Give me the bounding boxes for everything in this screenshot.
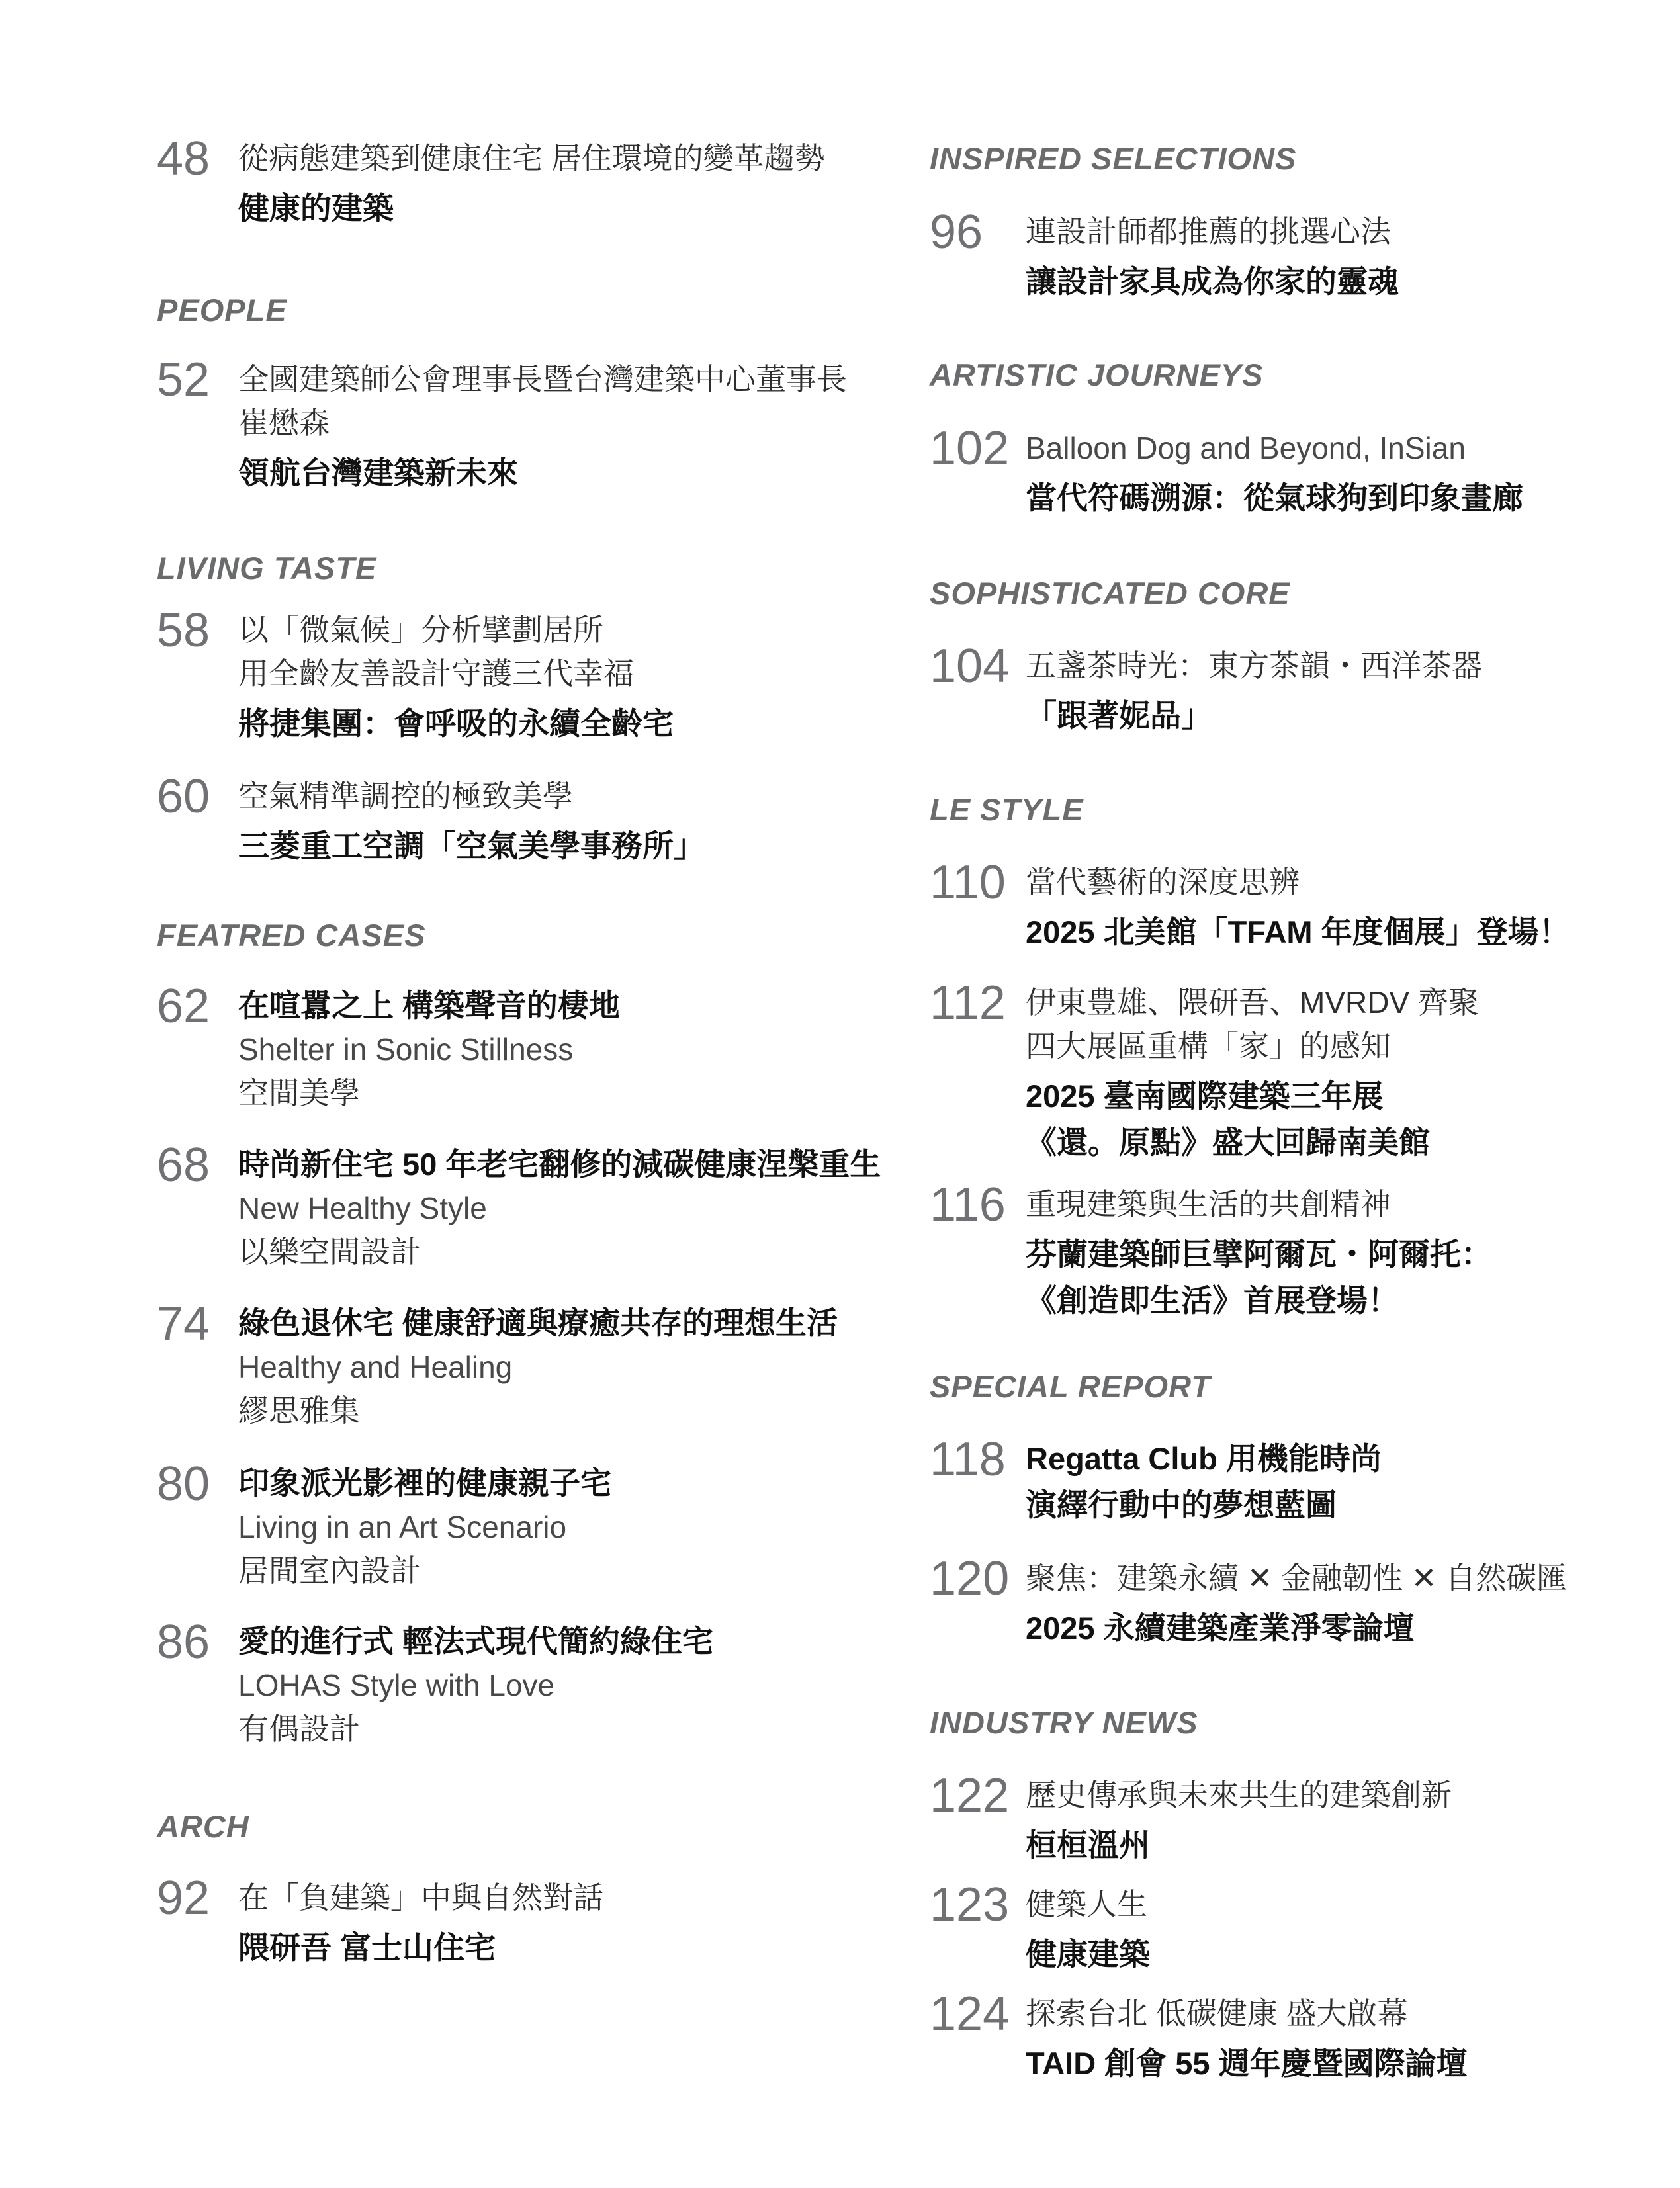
entry-line-regular: 空間美學 (238, 1076, 360, 1110)
entry-line-regular: 歷史傳承與未來共生的建築創新 (1026, 1778, 1452, 1812)
entry-line-regular: 繆思雅集 (238, 1393, 360, 1428)
entry-lines (238, 363, 847, 490)
entry-line-bold: 將捷集團：會呼吸的永續全齡宅 (238, 706, 674, 741)
entry-page-number: 48 (157, 132, 210, 185)
entry-lines (1026, 1561, 1567, 1645)
section-header-featred-cases: FEATRED CASES (157, 918, 426, 953)
toc-entry-118 (930, 1433, 1382, 1522)
entry-line-bold: 時尚新住宅 50 年老宅翻修的減碳健康涅槃重生 (238, 1147, 881, 1182)
entry-page-number: 122 (930, 1769, 1010, 1822)
entry-line-regular: 從病態建築到健康住宅 居住環境的變革趨勢 (238, 141, 825, 175)
entry-lines (238, 142, 825, 225)
entry-line-latin: Healthy and Healing (238, 1350, 513, 1384)
entry-page-number: 62 (157, 980, 210, 1033)
entry-page-number: 120 (930, 1552, 1010, 1605)
section-header-living-taste: LIVING TASTE (157, 550, 377, 586)
entry-lines (1026, 986, 1479, 1159)
entry-line-bold: 隈研吾 富士山住宅 (238, 1930, 496, 1965)
left-column (157, 0, 924, 2188)
section-header-artistic-journeys: ARTISTIC JOURNEYS (930, 357, 1264, 392)
entry-line-bold: 健康建築 (1026, 1937, 1150, 1972)
entry-line-regular: 當代藝術的深度思辨 (1026, 865, 1300, 899)
toc-entry-116 (930, 1178, 1492, 1318)
entry-line-regular: 連設計師都推薦的挑選心法 (1026, 214, 1391, 249)
entry-lines (238, 613, 674, 740)
entry-line-bold: 2025 北美館「TFAM 年度個展」登場！ (1026, 914, 1570, 949)
entry-lines (238, 1148, 881, 1268)
entry-page-number: 104 (930, 640, 1010, 693)
toc-entry-124 (930, 1988, 1468, 2081)
entry-page-number: 110 (930, 856, 1006, 909)
entry-lines (1026, 215, 1399, 298)
entry-line-bold: 2025 臺南國際建築三年展 (1026, 1078, 1384, 1114)
section-header-inspired-selections: INSPIRED SELECTIONS (930, 141, 1297, 176)
entry-lines (1026, 1997, 1468, 2080)
entry-line-regular: 居間室內設計 (238, 1553, 421, 1588)
toc-entry-60 (157, 770, 705, 863)
toc-entry-104 (930, 640, 1482, 733)
toc-entry-68 (157, 1139, 881, 1269)
toc-entry-58 (157, 604, 674, 741)
entry-line-bold: 《還。原點》盛大回歸南美館 (1026, 1125, 1430, 1160)
entry-page-number: 74 (157, 1297, 210, 1350)
entry-line-bold: 讓設計家具成為你家的靈魂 (1026, 264, 1399, 299)
entry-page-number: 124 (930, 1988, 1010, 2040)
entry-lines (238, 779, 705, 863)
entry-line-regular: 以樂空間設計 (238, 1235, 421, 1269)
entry-page-number: 92 (157, 1872, 210, 1925)
section-header-sophisticated-core: SOPHISTICATED CORE (930, 576, 1290, 611)
section-header-people: PEOPLE (157, 292, 287, 328)
entry-line-regular: 聚焦：建築永續 ✕ 金融韌性 ✕ 自然碳匯 (1026, 1561, 1568, 1595)
entry-line-regular: 伊東豊雄、隈研吾、MVRDV 齊聚 (1026, 985, 1479, 1020)
entry-line-bold: 2025 永續建築產業淨零論壇 (1026, 1610, 1415, 1645)
toc-entry-74 (157, 1297, 838, 1428)
entry-line-bold: Regatta Club 用機能時尚 (1026, 1441, 1382, 1476)
entry-lines (1026, 431, 1523, 515)
entry-line-regular: 全國建築師公會理事長暨台灣建築中心董事長 (238, 362, 847, 396)
entry-line-regular: 五盞茶時光：東方茶韻・西洋茶器 (1026, 648, 1482, 683)
toc-entry-122 (930, 1769, 1452, 1862)
entry-line-regular: 重現建築與生活的共創精神 (1026, 1187, 1391, 1221)
section-header-industry-news: INDUSTRY NEWS (930, 1705, 1198, 1740)
toc-entry-123 (930, 1878, 1150, 1972)
toc-entry-48 (157, 132, 825, 226)
toc-entry-92 (157, 1872, 603, 1965)
toc-entry-80 (157, 1458, 611, 1588)
toc-entry-96 (930, 206, 1399, 299)
toc-entry-102 (930, 422, 1523, 515)
right-column (930, 0, 1677, 2188)
entry-lines (238, 1307, 838, 1427)
entry-lines (238, 989, 620, 1110)
entry-line-latin: LOHAS Style with Love (238, 1668, 555, 1702)
entry-line-bold: 《創造即生活》首展登場！ (1026, 1283, 1399, 1318)
toc-entry-120 (930, 1552, 1568, 1645)
entry-lines (1026, 649, 1482, 732)
entry-line-bold: 當代符碼溯源：從氣球狗到印象畫廊 (1026, 480, 1523, 515)
entry-line-regular: 四大展區重構「家」的感知 (1026, 1029, 1391, 1063)
entry-lines (1026, 1778, 1452, 1862)
entry-page-number: 102 (930, 422, 1010, 475)
entry-line-regular: 用全齡友善設計守護三代幸福 (238, 656, 634, 691)
entry-lines (238, 1467, 611, 1587)
entry-page-number: 112 (930, 977, 1006, 1029)
entry-page-number: 58 (157, 604, 210, 657)
entry-line-latin: Living in an Art Scenario (238, 1510, 567, 1544)
entry-lines (1026, 1888, 1150, 1971)
entry-page-number: 68 (157, 1139, 210, 1192)
entry-line-regular: 在「負建築」中與自然對話 (238, 1880, 603, 1915)
entry-line-bold: TAID 創會 55 週年慶暨國際論壇 (1026, 2046, 1468, 2081)
entry-line-latin: Shelter in Sonic Stillness (238, 1032, 574, 1067)
entry-line-bold: 桓桓溫州 (1026, 1827, 1150, 1862)
entry-line-bold: 「跟著妮品」 (1026, 698, 1212, 733)
entry-line-latin: New Healthy Style (238, 1191, 487, 1225)
toc-entry-86 (157, 1616, 714, 1746)
entry-page-number: 123 (930, 1878, 1010, 1931)
entry-line-bold: 綠色退休宅 健康舒適與療癒共存的理想生活 (238, 1305, 838, 1340)
entry-line-regular: 以「微氣候」分析擘劃居所 (238, 613, 603, 647)
entry-line-latin: Balloon Dog and Beyond, InSian (1026, 431, 1466, 465)
section-header-le-style: LE STYLE (930, 792, 1084, 827)
entry-line-regular: 探索台北 低碳健康 盛大啟幕 (1026, 1996, 1408, 2031)
toc-entry-62 (157, 980, 621, 1110)
entry-line-bold: 領航台灣建築新未來 (238, 455, 518, 490)
entry-line-regular: 健築人生 (1026, 1887, 1147, 1921)
section-header-arch: ARCH (157, 1809, 249, 1844)
toc-entry-112 (930, 977, 1479, 1160)
entry-line-bold: 愛的進行式 輕法式現代簡約綠住宅 (238, 1624, 714, 1659)
entry-lines (1026, 1188, 1492, 1317)
entry-line-bold: 在喧囂之上 構築聲音的棲地 (238, 988, 621, 1023)
entry-page-number: 80 (157, 1458, 210, 1510)
entry-page-number: 52 (157, 353, 210, 406)
entry-lines (1026, 1442, 1382, 1522)
section-header-special-report: SPECIAL REPORT (930, 1369, 1211, 1404)
toc-entry-110 (930, 856, 1570, 949)
entry-lines (238, 1881, 603, 1964)
entry-line-bold: 芬蘭建築師巨擘阿爾瓦・阿爾托： (1026, 1237, 1492, 1272)
entry-page-number: 118 (930, 1433, 1006, 1486)
entry-line-bold: 三菱重工空調「空氣美學事務所」 (238, 828, 705, 863)
entry-page-number: 96 (930, 206, 983, 259)
entry-line-regular: 崔懋森 (238, 406, 330, 440)
entry-page-number: 116 (930, 1178, 1006, 1231)
entry-page-number: 60 (157, 770, 210, 823)
entry-lines (238, 1625, 713, 1745)
toc-entry-52 (157, 353, 847, 490)
entry-line-regular: 空氣精準調控的極致美學 (238, 779, 573, 813)
entry-line-bold: 健康的建築 (238, 191, 394, 226)
entry-line-bold: 演繹行動中的夢想藍圖 (1026, 1487, 1337, 1522)
entry-line-bold: 印象派光影裡的健康親子宅 (238, 1466, 611, 1501)
entry-lines (1026, 865, 1570, 949)
entry-line-regular: 有偶設計 (238, 1712, 360, 1746)
entry-page-number: 86 (157, 1616, 210, 1669)
